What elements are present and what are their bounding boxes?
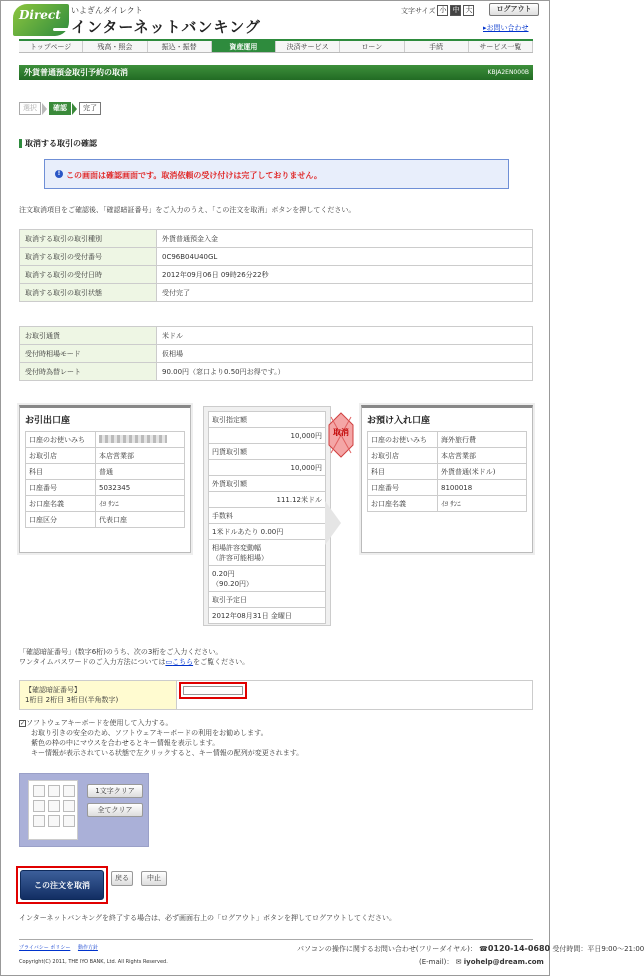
keypad-key[interactable] <box>33 785 45 797</box>
nav-balance[interactable]: 残高・照会 <box>83 41 147 52</box>
table-row: お口座名義 ｲﾖ ｻﾝﾆ <box>26 496 185 512</box>
page-title: 外貨普通預金取引予約の取消 <box>24 68 128 77</box>
to-account-box <box>361 405 533 553</box>
from-account-table <box>25 431 185 528</box>
help-email: (E-mail)： ✉ iyohelp@dream.com <box>419 958 544 966</box>
progress-steps <box>19 102 101 115</box>
font-size-large[interactable]: 大 <box>465 6 473 14</box>
table-row: 取引予定日 <box>209 592 326 608</box>
phone-icon: ☎ <box>479 945 488 953</box>
to-account-table <box>367 431 527 512</box>
main-nav <box>19 39 533 53</box>
table-row: お取引店 本店営業部 <box>368 448 527 464</box>
password-input[interactable] <box>183 686 243 695</box>
info-icon: ! <box>55 170 63 178</box>
nav-top[interactable]: トップページ <box>19 41 83 52</box>
cancel-order-highlight <box>16 866 108 904</box>
password-label-cell: 【確認暗証番号】 1桁目 2桁目 3桁目(半角数字) <box>20 681 177 709</box>
step-arrow-icon <box>72 103 77 115</box>
table-row: 円貨取引額 <box>209 444 326 460</box>
cancel-stamp-icon <box>326 411 356 459</box>
clear-one-button[interactable]: 1文字クリア <box>87 784 143 798</box>
footer <box>19 939 644 966</box>
password-note: 「確認暗証番号」(数字6桁)のうち、次の3桁をご入力ください。 ワンタイムパスワードのご入力方法については▭こちらをご覧ください。 <box>19 648 250 666</box>
direct-logo: Direct <box>13 4 69 36</box>
table-row: 科目 外貨普通(米ドル) <box>368 464 527 480</box>
logout-notice: インターネットバンキングを終了する場合は、必ず画面右上の「ログアウト」ボタンを押してログアウトしてください。 <box>19 914 397 922</box>
privacy-link[interactable]: プライバシー ポリシー <box>19 945 71 951</box>
table-row: 取消する取引の受付日時 2012年09月06日 09時26分22秒 <box>20 266 533 284</box>
table-row: 受付時為替レート 90.00円（窓口より0.50円お得です。） <box>20 363 533 381</box>
keypad-key[interactable] <box>48 815 60 827</box>
keypad-key[interactable] <box>48 800 60 812</box>
table-row: お口座名義 ｲﾖ ｻﾝﾆ <box>368 496 527 512</box>
nav-procedure[interactable]: 手続 <box>405 41 469 52</box>
table-row: 1米ドルあたり 0.00円 <box>209 524 326 540</box>
table-row: 取消する取引の取引状態 受付完了 <box>20 284 533 302</box>
table-row: 取消する取引の受付番号 0C96B04U40GL <box>20 248 533 266</box>
software-keyboard-option: ✓ソフトウェアキーボードを使用して入力する。 お取り引きの安全のため、ソフトウェアキーボードの利用をお勧めします。 紫色の枠の中にマウスを合わせるとキー情報を表示します。 キー情報が表示されている状態で左クリックすると、キー情報の配列が変更されます。 <box>20 719 304 757</box>
cancel-stamp-text: 取消 <box>333 428 349 437</box>
step-confirm: 確認 <box>49 102 71 115</box>
table-row: 相場許容変動幅 （許容可能相場） <box>209 540 326 566</box>
contact-link[interactable]: ▸お問い合わせ <box>483 24 529 32</box>
cancel-order-button[interactable]: この注文を取消 <box>20 870 104 900</box>
from-account-box <box>19 405 191 553</box>
software-keyboard-checkbox[interactable]: ✓ <box>20 720 26 727</box>
step-complete: 完了 <box>79 102 101 115</box>
section-heading: 取消する取引の確認 <box>19 138 97 149</box>
table-row: 2012年08月31日 金曜日 <box>209 608 326 624</box>
transfer-details-table <box>208 411 326 624</box>
font-size-medium[interactable]: 中 <box>452 6 460 14</box>
nav-asset[interactable]: 資産運用 <box>212 41 276 52</box>
nav-payment[interactable]: 決済サービス <box>276 41 340 52</box>
table-row: 科目 普通 <box>26 464 185 480</box>
clear-all-button[interactable]: 全てクリア <box>87 803 143 817</box>
logout-button[interactable]: ログアウト <box>489 3 539 16</box>
keypad-key[interactable] <box>33 815 45 827</box>
table-row: 口座区分 代表口座 <box>26 512 185 528</box>
stop-button[interactable]: 中止 <box>141 871 167 886</box>
table-row: 10,000円 <box>209 460 326 476</box>
table-row: 0.20円 （90.20円） <box>209 566 326 592</box>
page-code: KBJA2EN000B <box>487 69 529 76</box>
rate-table <box>19 326 533 381</box>
table-row: 外貨取引額 <box>209 476 326 492</box>
table-row: 10,000円 <box>209 428 326 444</box>
trade-table <box>19 229 533 302</box>
table-row: 取引指定額 <box>209 412 326 428</box>
page-title-bar <box>19 65 533 80</box>
step-select: 選択 <box>19 102 41 115</box>
from-account-title: お引出口座 <box>25 416 71 426</box>
instruction-text: 注文取消項目をご確認後、「確認暗証番号」をご入力のうえ、「この注文を取消」ボタンを押してください。 <box>19 206 356 214</box>
masked-value <box>99 435 167 443</box>
section-bar-icon <box>19 139 22 148</box>
table-row: 口座のお使いみち <box>26 432 185 448</box>
password-table <box>19 680 533 710</box>
table-row: 口座番号 5032345 <box>26 480 185 496</box>
help-desk: パソコンの操作に関するお問い合わせ(フリーダイヤル)： ☎0120-14-0680 受付時間：平日9:00～21:00 <box>297 944 644 953</box>
table-row: 111.12米ドル <box>209 492 326 508</box>
to-account-title: お預け入れ口座 <box>367 416 431 426</box>
font-size-small[interactable]: 小 <box>439 6 447 14</box>
howto-link[interactable]: ▭こちら <box>165 658 194 666</box>
copyright: Copyright(C) 2011, THE IYO BANK, Ltd. All Rights Reserved. <box>19 959 168 965</box>
email-link[interactable]: iyohelp@dream.com <box>463 958 544 966</box>
font-size-label: 文字サイズ <box>401 6 436 15</box>
notice-text: この画面は確認画面です。取消依頼の受け付けは完了しておりません。 <box>66 171 322 180</box>
table-row: 口座番号 8100018 <box>368 480 527 496</box>
table-row: 取消する取引の取引種別 外貨普通預金入金 <box>20 230 533 248</box>
table-row: 口座のお使いみち 海外旅行費 <box>368 432 527 448</box>
notice-box <box>44 159 509 189</box>
transfer-details <box>203 406 331 626</box>
table-row: お取引店 本店営業部 <box>26 448 185 464</box>
font-size-selector <box>401 5 474 16</box>
table-row: 手数料 <box>209 508 326 524</box>
nav-transfer[interactable]: 振込・振替 <box>148 41 212 52</box>
terms-link[interactable]: 動作方針 <box>77 945 98 951</box>
keypad-key[interactable] <box>63 815 75 827</box>
step-arrow-icon <box>42 103 47 115</box>
table-row: お取引通貨 米ドル <box>20 327 533 345</box>
mail-icon: ✉ <box>455 958 462 966</box>
nav-loan[interactable]: ローン <box>340 41 404 52</box>
keypad-key[interactable] <box>48 785 60 797</box>
brand-title: インターネットバンキング <box>71 18 261 36</box>
keypad-key[interactable] <box>63 785 75 797</box>
password-input-highlight <box>179 682 247 699</box>
keypad-key[interactable] <box>33 800 45 812</box>
keypad-key[interactable] <box>63 800 75 812</box>
nav-services[interactable]: サービス一覧 <box>469 41 533 52</box>
transfer-arrow-icon <box>325 501 341 545</box>
back-button[interactable]: 戻る <box>111 871 133 886</box>
keypad-grid[interactable] <box>28 780 78 840</box>
brand-small: いよぎんダイレクト <box>71 6 143 15</box>
table-row: 受付時相場モード 仮相場 <box>20 345 533 363</box>
software-keyboard-label: ソフトウェアキーボードを使用して入力する。 <box>26 719 173 727</box>
